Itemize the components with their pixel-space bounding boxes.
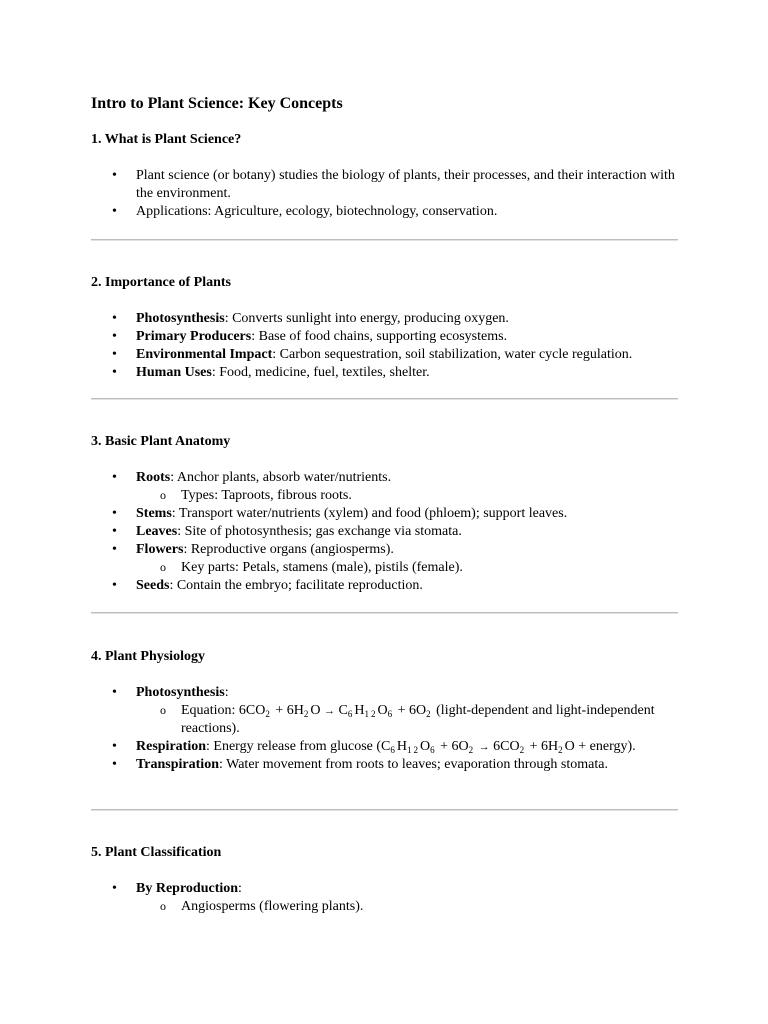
list-item: • Photosynthesis: Converts sunlight into energy, producing oxygen. xyxy=(91,310,681,328)
list-item: • Roots: Anchor plants, absorb water/nutrients. o Types: Taproots, fibrous roots. xyxy=(91,469,681,505)
arrow-glyph: → xyxy=(478,741,490,753)
section-heading: 3. Basic Plant Anatomy xyxy=(91,434,231,449)
list-item: • Applications: Agriculture, ecology, biotechnology, conservation. xyxy=(91,203,681,221)
section-heading: 2. Importance of Plants xyxy=(91,275,231,290)
section-heading: 4. Plant Physiology xyxy=(91,649,205,664)
photosynthesis-equation: o Equation: $6CO_2 + 6H_2O \to C_6H_{12}O_6 + 6O_2$ (light-dependent and light-independent reactions). xyxy=(136,702,681,738)
list-item: • Transpiration: Water movement from roots to leaves; evaporation through stomata. xyxy=(91,756,681,774)
list-item: • Seeds: Contain the embryo; facilitate reproduction. xyxy=(91,577,681,595)
bullet-list xyxy=(91,880,681,916)
list-item: • Stems: Transport water/nutrients (xylem) and food (phloem); support leaves. xyxy=(91,505,681,523)
list-item: • Environmental Impact: Carbon sequestration, soil stabilization, water cycle regulation. xyxy=(91,346,681,364)
sub-list xyxy=(136,898,681,916)
sub-list-item: o Angiosperms (flowering plants). xyxy=(136,898,681,916)
list-item: • Leaves: Site of photosynthesis; gas exchange via stomata. xyxy=(91,523,681,541)
list-item: • Primary Producers: Base of food chains, supporting ecosystems. xyxy=(91,328,681,346)
section-heading: 5. Plant Classification xyxy=(91,845,222,860)
sub-list xyxy=(136,559,681,577)
page-title: Intro to Plant Science: Key Concepts xyxy=(91,95,343,112)
section-basic-plant-anatomy xyxy=(91,433,681,595)
section-importance-of-plants xyxy=(91,274,681,382)
list-item: • Respiration: Energy release from glucose ($C_6H_{12}O_6 + 6O_2 \to 6CO_2 + 6H_2O$ + energy). xyxy=(91,738,681,756)
sub-list xyxy=(136,487,681,505)
section-plant-classification xyxy=(91,844,681,916)
bullet-list xyxy=(91,684,681,774)
horizontal-divider xyxy=(91,398,678,400)
list-item: • Plant science (or botany) studies the biology of plants, their processes, and their interaction with the environment. xyxy=(91,167,681,203)
section-what-is-plant-science xyxy=(91,131,681,221)
horizontal-divider xyxy=(91,809,678,811)
list-item: • Flowers: Reproductive organs (angiosperms). o Key parts: Petals, stamens (male), pistils (female). xyxy=(91,541,681,577)
sub-list xyxy=(136,702,681,738)
section-heading: 1. What is Plant Science? xyxy=(91,132,242,147)
horizontal-divider xyxy=(91,612,678,614)
section-plant-physiology xyxy=(91,648,681,774)
bullet-list xyxy=(91,469,681,595)
horizontal-divider xyxy=(91,239,678,241)
bullet-list xyxy=(91,310,681,382)
list-item: • Photosynthesis: o Equation: $6CO_2 + 6H_2O \to C_6H_{12}O_6 + 6O_2$ (light-dependent and light-independent reactions). xyxy=(91,684,681,738)
list-item: • Human Uses: Food, medicine, fuel, textiles, shelter. xyxy=(91,364,681,382)
sub-list-item: o Key parts: Petals, stamens (male), pistils (female). xyxy=(136,559,681,577)
list-item: • By Reproduction: o Angiosperms (flowering plants). xyxy=(91,880,681,916)
bullet-list xyxy=(91,167,681,221)
sub-list-item: o Types: Taproots, fibrous roots. xyxy=(136,487,681,505)
arrow-glyph: → xyxy=(324,705,336,717)
